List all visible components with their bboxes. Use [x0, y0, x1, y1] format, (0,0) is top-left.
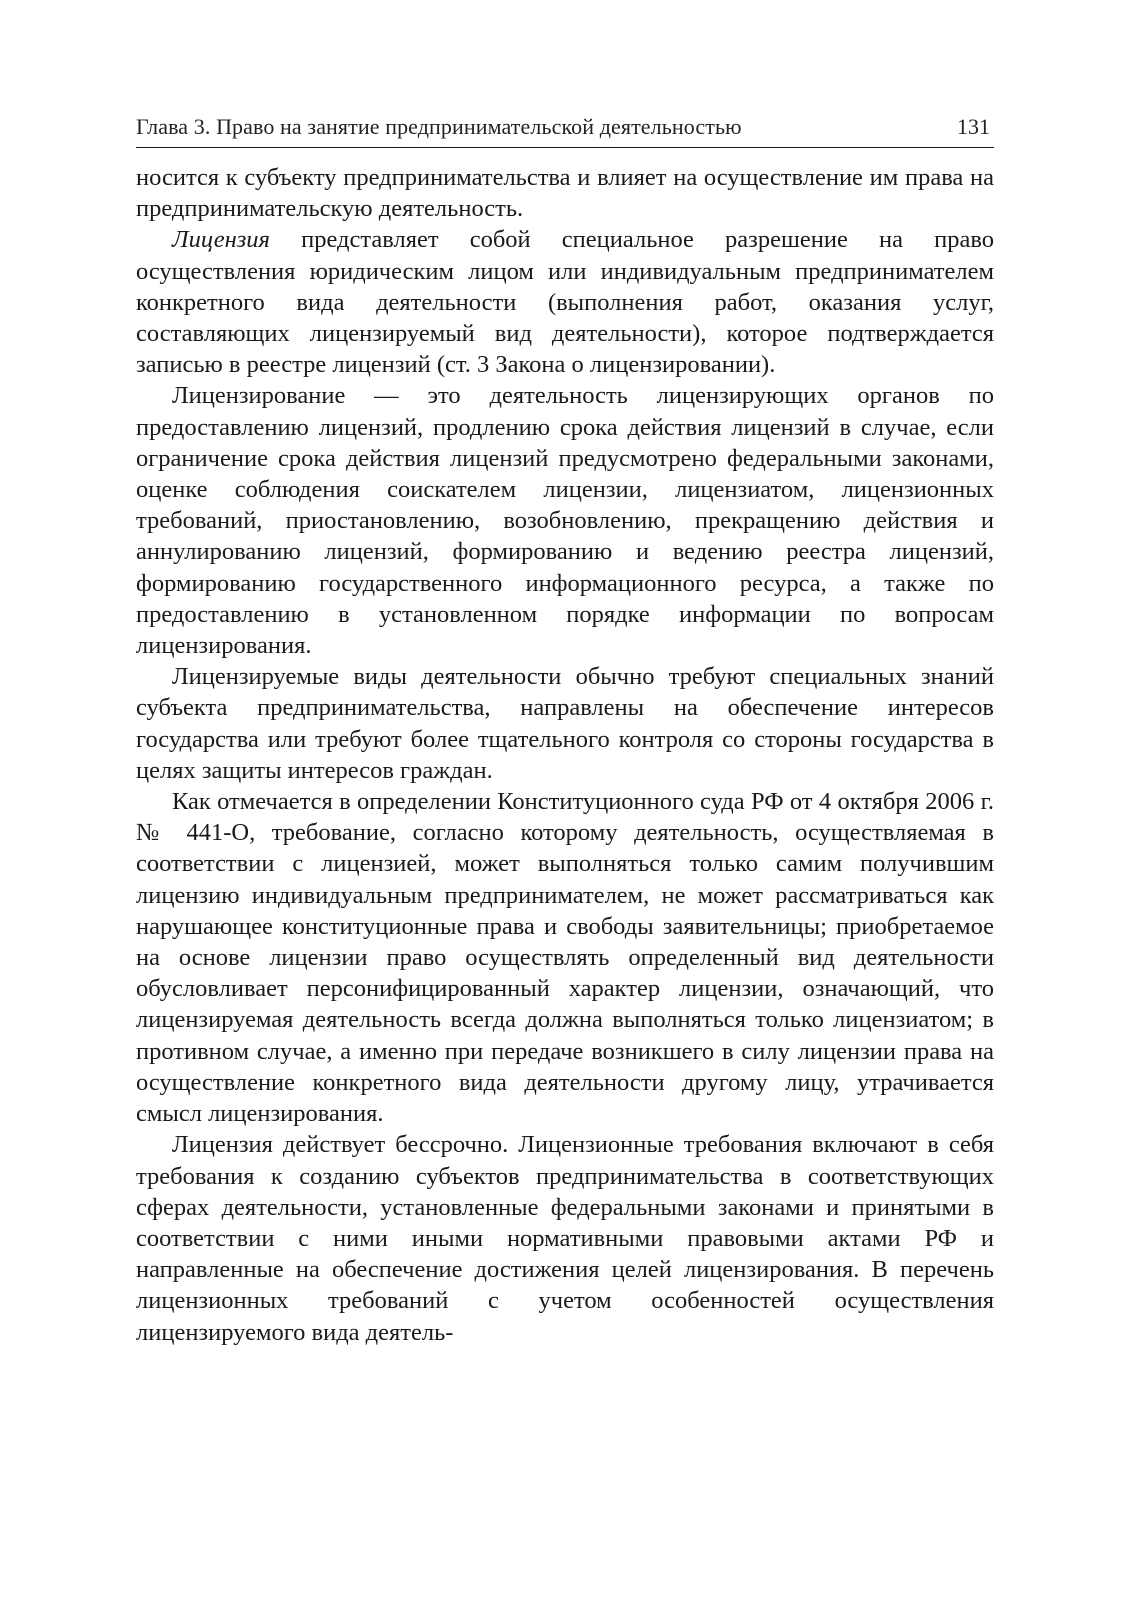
- paragraph-text: Лицензирование — это деятельность лицензирующих органов по предоставлению лицензий, продлению срока действия лицензий в случае, если ограничение срока действия лицензий предусмотрено федеральными законами, оценке соблюдения соискателем лицензии, лицензиатом, лицензионных требований, приостановлению, возобновлению, прекращению действия и аннулированию лицензий, формированию и ведению реестра лицензий, формированию государственного информационного ресурса, а также по предоставлению в установленном порядке информации по вопросам лицензирования.: [136, 382, 994, 660]
- paragraph-text: представляет собой специальное разрешение на право осуществления юридическим лицом или индивидуальным предпринимателем конкретного вида деятельности (выполнения работ, оказания услуг, составляющих лицензируемый вид деятельности), которое подтверждается записью в реестре лицензий (ст. 3 Закона о лицензировании).: [136, 226, 994, 379]
- paragraph-text: Как отмечается в определении Конституционного суда РФ от 4 октября 2006 г. № 441-О, требование, согласно которому деятельность, осуществляемая в соответствии с лицензией, может выполняться только самим получившим лицензию индивидуальным предпринимателем, не может рассматриваться как нарушающее конституционные права и свободы заявительницы; приобретаемое на основе лицензии право осуществлять определенный вид деятельности обусловливает персонифицированный характер лицензии, означающий, что лицензируемая деятельность всегда должна выполняться только лицензиатом; в противном случае, а именно при передаче возникшего в силу лицензии права на осуществление конкретного вида деятельности другому лицу, утрачивается смысл лицензирования.: [136, 788, 994, 1128]
- paragraph-text: Лицензия действует бессрочно. Лицензионные требования включают в себя требования к созданию субъектов предпринимательства в соответствующих сферах деятельности, установленные федеральными законами и принятыми в соответствии с ними иными нормативными правовыми актами РФ и направленные на обеспечение достижения целей лицензирования. В перечень лицензионных требований с учетом особенностей осуществления лицензируемого вида деятель-: [136, 1131, 994, 1346]
- paragraph-licensed-activities: [136, 661, 994, 786]
- paragraph-licensing-definition: [136, 380, 994, 661]
- chapter-title: Глава 3. Право на занятие предпринимательской деятельностью: [136, 114, 742, 139]
- paragraph-text: Лицензируемые виды деятельности обычно требуют специальных знаний субъекта предпринимательства, направлены на обеспечение интересов государства или требуют более тщательного контроля со стороны государства в целях защиты интересов граждан.: [136, 663, 994, 784]
- paragraph-court-ruling: [136, 786, 994, 1129]
- defined-term: Лицензия: [172, 226, 270, 254]
- body-text: [136, 162, 994, 1348]
- running-header: [136, 112, 994, 148]
- book-page: [136, 112, 994, 1348]
- page-number: 131: [957, 114, 990, 139]
- paragraph-license-validity: [136, 1129, 994, 1347]
- paragraph-text: носится к субъекту предпринимательства и влияет на осуществление им права на предпринимательскую деятельность.: [136, 164, 994, 223]
- paragraph-license-definition: [136, 224, 994, 380]
- paragraph-continuation: [136, 162, 994, 224]
